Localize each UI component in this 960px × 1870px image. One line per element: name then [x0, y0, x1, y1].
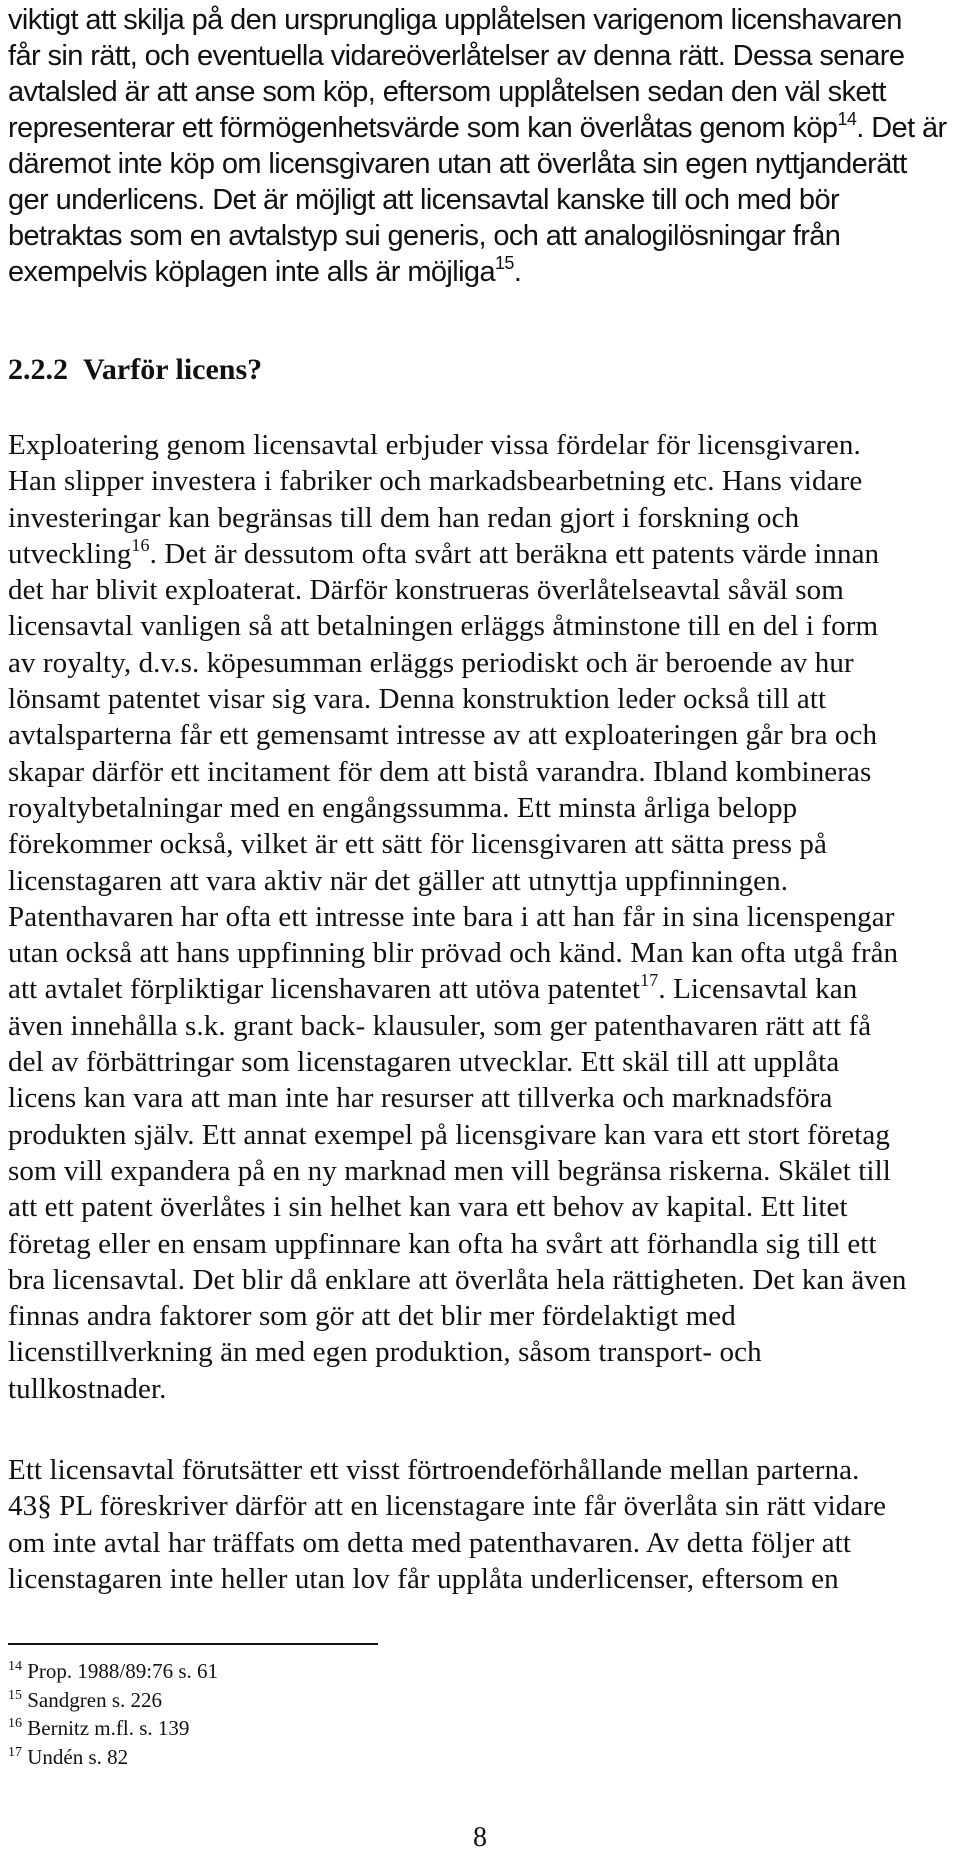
footnote-text: Bernitz m.fl. s. 139: [27, 1716, 190, 1740]
paragraph-trust-relationship: [8, 1452, 956, 1597]
text-line: lönsamt patentet visar sig vara. Denna konstruktion leder också till att: [8, 683, 827, 716]
footnote-ref-16[interactable]: 16: [131, 534, 150, 555]
text-line: ger underlicens. Det är möjligt att licensavtal kanske till och med bör: [8, 184, 840, 216]
text-segment: .: [513, 256, 522, 288]
text-line: Han slipper investera i fabriker och markadsbearbetning etc. Hans vidare: [8, 465, 863, 498]
section-number: 2.2.2: [8, 353, 68, 386]
text-line: bra licensavtal. Det blir då enklare att överlåta hela rättigheten. Det kan även: [8, 1263, 907, 1296]
paragraph-licensing-vs-sale: [8, 2, 956, 290]
text-line: licenstagaren inte heller utan lov får upplåta underlicenser, eftersom en: [8, 1562, 839, 1595]
text-segment: . Det är dessutom ofta svårt att beräkna ett patents värde innan: [149, 537, 880, 570]
text-line: licenstagaren att vara aktiv när det gäller att utnyttja uppfinningen.: [8, 864, 789, 897]
footnote-text: Prop. 1988/89:76 s. 61: [27, 1659, 219, 1683]
text-line: betraktas som en avtalstyp sui generis, och att analogilösningar från: [8, 220, 841, 252]
text-line: viktigt att skilja på den ursprungliga upplåtelsen varigenom licenshavaren: [8, 4, 902, 36]
text-line: royaltybetalningar med en engångssumma. Ett minsta årliga belopp: [8, 791, 798, 824]
paragraph-why-license: [8, 427, 956, 1407]
text-segment: exempelvis köplagen inte alls är möjliga: [8, 256, 495, 288]
text-line: däremot inte köp om licensgivaren utan att överlåta sin egen nyttjanderätt: [8, 148, 907, 180]
text-line: om inte avtal har träffats om detta med patenthavaren. Av detta följer att: [8, 1526, 851, 1559]
footnote-16: [8, 1714, 218, 1743]
text-line: [8, 254, 956, 290]
footnote-17: [8, 1743, 218, 1772]
text-line: Exploatering genom licensavtal erbjuder vissa fördelar för licensgivaren.: [8, 429, 861, 461]
text-line: finnas andra faktorer som gör att det blir mer fördelaktigt med: [8, 1300, 736, 1333]
text-line: licenstillverkning än med egen produktion, såsom transport- och: [8, 1336, 762, 1369]
text-line: [8, 971, 956, 1007]
footnote-15: [8, 1686, 218, 1715]
text-line: skapar därför ett incitament för dem att bistå varandra. Ibland kombineras: [8, 755, 872, 788]
footnote-ref-17[interactable]: 17: [640, 970, 659, 991]
footnote-number: 16: [8, 1716, 22, 1731]
text-line: licens kan vara att man inte har resurser att tillverka och marknadsföra: [8, 1082, 833, 1115]
text-line: av royalty, d.v.s. köpesumman erläggs periodiskt och är beroende av hur: [8, 646, 854, 679]
footnote-text: Sandgren s. 226: [27, 1687, 162, 1712]
footnote-number: 14: [8, 1659, 22, 1674]
text-line: tullkostnader.: [8, 1372, 167, 1405]
footnote-ref-15[interactable]: 15: [494, 253, 514, 273]
text-segment: utveckling: [8, 537, 132, 570]
text-segment: . Licensavtal kan: [658, 973, 858, 1006]
text-segment: representerar ett förmögenhetsvärde som kan överlåtas genom köp: [8, 112, 838, 144]
text-line: får sin rätt, och eventuella vidareöverlåtelser av denna rätt. Dessa senare: [8, 40, 905, 72]
text-line: del av förbättringar som licenstagaren utvecklar. Ett skäl till att upplåta: [8, 1046, 840, 1079]
text-segment: att avtalet förpliktigar licenshavaren att utöva patentet: [8, 973, 641, 1006]
text-line: förekommer också, vilket är ett sätt för licensgivaren att sätta press på: [8, 828, 828, 861]
text-segment: . Det är: [856, 112, 947, 144]
footnote-text: Undén s. 82: [27, 1744, 129, 1769]
text-line: även innehålla s.k. grant back- klausuler, som ger patenthavaren rätt att få: [8, 1009, 872, 1042]
footnote-number: 17: [8, 1744, 22, 1760]
text-line: att ett patent överlåtes i sin helhet kan vara ett behov av kapital. Ett litet: [8, 1191, 848, 1224]
footnote-ref-14[interactable]: 14: [837, 109, 857, 129]
text-line: [8, 536, 956, 572]
text-line: Patenthavaren har ofta ett intresse inte bara i att han får in sina licenspengar: [8, 900, 895, 933]
text-line: utan också att hans uppfinning blir prövad och känd. Man kan ofta utgå från: [8, 937, 899, 970]
text-line: som vill expandera på en ny marknad men vill begränsa riskerna. Skälet till: [8, 1154, 891, 1187]
page-number: 8: [473, 1822, 487, 1853]
text-line: licensavtal vanligen så att betalningen erläggs åtminstone till en del i form: [8, 610, 879, 643]
text-line: [8, 110, 956, 146]
text-line: investeringar kan begränsas till dem han redan gjort i forskning och: [8, 501, 800, 534]
text-line: företag eller en ensam uppfinnare kan ofta ha svårt att förhandla sig till ett: [8, 1227, 877, 1260]
text-line: avtalsparterna får ett gemensamt intresse av att exploateringen går bra och: [8, 719, 878, 752]
text-line: 43§ PL föreskriver därför att en licenstagare inte får överlåta sin rätt vidare: [8, 1490, 887, 1523]
footnote-separator: [8, 1643, 378, 1645]
footnote-number: 15: [8, 1687, 22, 1703]
footnote-14: [8, 1657, 218, 1686]
footnote-list: [8, 1657, 218, 1771]
text-line: produkten själv. Ett annat exempel på licensgivare kan vara ett stort företag: [8, 1118, 890, 1151]
text-line: avtalsled är att anse som köp, eftersom upplåtelsen sedan den väl skett: [8, 76, 886, 108]
section-heading: [8, 352, 262, 388]
text-line: Ett licensavtal förutsätter ett visst förtroendeförhållande mellan parterna.: [8, 1454, 860, 1486]
text-line: det har blivit exploaterat. Därför konstrueras överlåtelseavtal såväl som: [8, 574, 844, 607]
section-title: Varför licens?: [83, 353, 263, 386]
